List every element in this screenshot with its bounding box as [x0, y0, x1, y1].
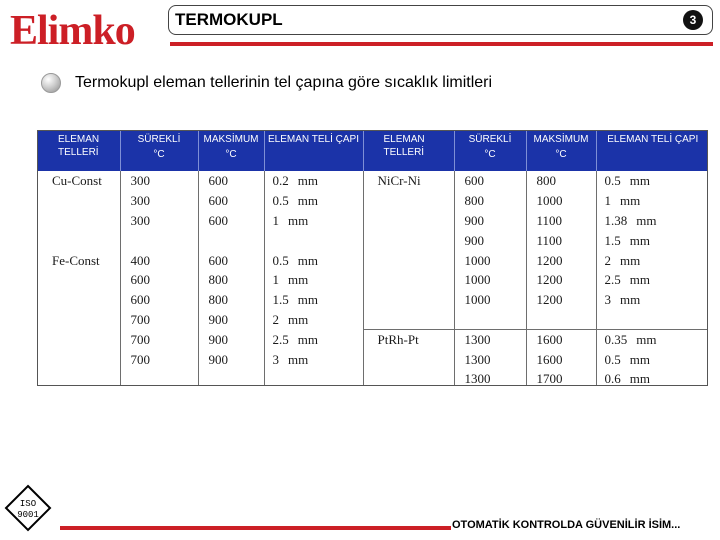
- col-header-continuous-label: SÜREKLİ: [137, 134, 181, 145]
- col-header-unit-right: °C: [555, 149, 567, 160]
- cell-continuous: 600: [120, 290, 198, 310]
- diameter-value: 2.5: [604, 272, 621, 288]
- cell-maximum: 900: [198, 349, 264, 369]
- cell-diameter: [264, 171, 363, 191]
- cell-continuous-right: 1000: [454, 290, 526, 310]
- diameter-value: 3: [272, 351, 279, 367]
- diameter-value: 1: [604, 193, 611, 209]
- diameter-value: 0.6: [604, 371, 621, 386]
- cell-maximum-right: 1100: [526, 211, 596, 231]
- elimko-logo: [8, 6, 160, 50]
- col-header-diameter-right: ELEMAN TELİ ÇAPI: [596, 131, 708, 171]
- cell-element-right: [363, 230, 454, 250]
- diameter-unit: mm: [288, 272, 309, 288]
- iso-badge-label: [14, 499, 42, 521]
- footer-tagline: OTOMATİK KONTROLDA GÜVENİLİR İSİM...: [452, 519, 681, 531]
- cell-element-right: [363, 211, 454, 231]
- cell-continuous: [120, 369, 198, 386]
- page-number-badge: 3: [683, 10, 703, 30]
- col-header-continuous: [120, 131, 198, 171]
- diameter-unit: mm: [629, 371, 650, 386]
- diameter-value: 0.5: [272, 193, 289, 209]
- diameter-value: 1.5: [272, 292, 289, 308]
- cell-continuous-right: 1000: [454, 250, 526, 270]
- thermocouple-limits-table: [37, 130, 708, 386]
- cell-diameter: [264, 191, 363, 211]
- cell-element: [38, 290, 120, 310]
- diameter-value: 1.38: [604, 212, 628, 228]
- col-header-element-right: ELEMAN TELLERİ: [363, 131, 454, 171]
- cell-diameter: [264, 310, 363, 330]
- cell-element-right: NiCr-Ni: [363, 171, 454, 191]
- table-row: [38, 191, 708, 211]
- col-header-unit-right: °C: [484, 149, 496, 160]
- cell-element-right: [363, 191, 454, 211]
- cell-maximum-right: 1200: [526, 290, 596, 310]
- col-header-unit: °C: [153, 149, 165, 160]
- diameter-value: 2: [604, 252, 611, 268]
- cell-element-right: [363, 369, 454, 386]
- cell-continuous-right: 1300: [454, 349, 526, 369]
- diameter-value: 0.5: [604, 351, 621, 367]
- iso-label-line-2: 9001: [17, 510, 39, 520]
- diameter-value: 0.35: [604, 332, 628, 348]
- cell-continuous: 700: [120, 329, 198, 349]
- diameter-unit: mm: [629, 173, 650, 189]
- cell-continuous: 300: [120, 191, 198, 211]
- cell-element-right: [363, 290, 454, 310]
- page-title: TERMOKUPL: [175, 10, 283, 29]
- cell-continuous-right: 900: [454, 211, 526, 231]
- col-header-maximum-label-right: MAKSİMUM: [533, 134, 589, 145]
- diameter-unit: mm: [288, 311, 309, 327]
- table-row: [38, 211, 708, 231]
- cell-continuous: 600: [120, 270, 198, 290]
- diameter-unit: mm: [297, 193, 318, 209]
- col-header-continuous-label-right: SÜREKLİ: [468, 134, 512, 145]
- diameter-value: 1.5: [604, 232, 621, 248]
- cell-element: [38, 329, 120, 349]
- cell-diameter-right: [596, 270, 708, 290]
- title-underline: [170, 42, 713, 46]
- diameter-unit: mm: [629, 272, 650, 288]
- cell-continuous-right: 1000: [454, 270, 526, 290]
- cell-maximum: 600: [198, 171, 264, 191]
- cell-maximum: 800: [198, 270, 264, 290]
- cell-diameter: [264, 290, 363, 310]
- cell-diameter-right: [596, 290, 708, 310]
- diameter-unit: mm: [620, 193, 641, 209]
- diameter-value: 0.5: [604, 173, 621, 189]
- cell-diameter: [264, 329, 363, 349]
- cell-diameter: [264, 230, 363, 250]
- table-row: [38, 310, 708, 330]
- cell-element-right: [363, 349, 454, 369]
- cell-diameter-right: [596, 329, 708, 349]
- iso-label-line-1: ISO: [19, 499, 37, 509]
- cell-maximum: 600: [198, 250, 264, 270]
- cell-continuous: 700: [120, 310, 198, 330]
- diameter-value: 0.5: [272, 252, 289, 268]
- section-heading: Termokupl eleman tellerinin tel çapına göre sıcaklık limitleri: [75, 74, 493, 91]
- table-row: [38, 270, 708, 290]
- cell-element: Cu-Const: [38, 171, 120, 191]
- table-row: [38, 171, 708, 191]
- cell-continuous-right: [454, 310, 526, 330]
- diameter-unit: mm: [297, 252, 318, 268]
- col-header-maximum: [198, 131, 264, 171]
- cell-maximum-right: 1600: [526, 329, 596, 349]
- cell-element: [38, 230, 120, 250]
- col-header-diameter: ELEMAN TELİ ÇAPI: [264, 131, 363, 171]
- cell-continuous: 300: [120, 171, 198, 191]
- table-header-row: [38, 131, 708, 171]
- diameter-unit: mm: [636, 332, 657, 348]
- cell-maximum: [198, 369, 264, 386]
- col-header-element: ELEMAN TELLERİ: [38, 131, 120, 171]
- cell-maximum: 600: [198, 191, 264, 211]
- cell-continuous-right: 900: [454, 230, 526, 250]
- cell-element: Fe-Const: [38, 250, 120, 270]
- cell-element: [38, 270, 120, 290]
- logo-text: Elimko: [10, 8, 135, 50]
- cell-maximum-right: 1100: [526, 230, 596, 250]
- cell-continuous-right: 1300: [454, 369, 526, 386]
- cell-element: [38, 369, 120, 386]
- cell-diameter-right: [596, 250, 708, 270]
- table-row: [38, 230, 708, 250]
- table-row: [38, 250, 708, 270]
- diameter-unit: mm: [288, 212, 309, 228]
- cell-maximum: 600: [198, 211, 264, 231]
- diameter-unit: mm: [636, 212, 657, 228]
- cell-maximum: 800: [198, 290, 264, 310]
- diameter-unit: mm: [629, 351, 650, 367]
- cell-diameter-right: [596, 310, 708, 330]
- cell-diameter-right: [596, 211, 708, 231]
- cell-element-right: [363, 250, 454, 270]
- cell-element-right: [363, 270, 454, 290]
- cell-maximum: [198, 230, 264, 250]
- diameter-value: 2: [272, 311, 279, 327]
- col-header-unit: °C: [225, 149, 237, 160]
- cell-diameter: [264, 211, 363, 231]
- diameter-unit: mm: [288, 351, 309, 367]
- table-row: [38, 369, 708, 386]
- diameter-value: 3: [604, 292, 611, 308]
- col-header-maximum-right: [526, 131, 596, 171]
- cell-diameter-right: [596, 349, 708, 369]
- cell-diameter-right: [596, 369, 708, 386]
- footer-rule: [60, 526, 451, 530]
- cell-maximum-right: 1200: [526, 250, 596, 270]
- cell-element: [38, 349, 120, 369]
- cell-maximum-right: 800: [526, 171, 596, 191]
- cell-element: [38, 191, 120, 211]
- diameter-unit: mm: [297, 173, 318, 189]
- table-row: [38, 349, 708, 369]
- diameter-unit: mm: [620, 292, 641, 308]
- diameter-unit: mm: [629, 232, 650, 248]
- cell-continuous-right: 1300: [454, 329, 526, 349]
- cell-diameter: [264, 369, 363, 386]
- cell-continuous-right: 800: [454, 191, 526, 211]
- cell-continuous-right: 600: [454, 171, 526, 191]
- cell-continuous: 700: [120, 349, 198, 369]
- diameter-unit: mm: [297, 292, 318, 308]
- diameter-value: 1: [272, 272, 279, 288]
- diameter-unit: mm: [297, 331, 318, 347]
- table-row: [38, 290, 708, 310]
- diameter-value: 1: [272, 212, 279, 228]
- cell-diameter: [264, 349, 363, 369]
- cell-diameter-right: [596, 230, 708, 250]
- cell-diameter-right: [596, 191, 708, 211]
- cell-diameter: [264, 270, 363, 290]
- title-bar: [168, 5, 713, 35]
- cell-maximum: 900: [198, 329, 264, 349]
- diameter-value: 2.5: [272, 331, 289, 347]
- cell-maximum: 900: [198, 310, 264, 330]
- cell-diameter-right: [596, 171, 708, 191]
- cell-maximum-right: 1700: [526, 369, 596, 386]
- table-row: [38, 329, 708, 349]
- cell-maximum-right: [526, 310, 596, 330]
- cell-element: [38, 211, 120, 231]
- bullet-icon: [41, 73, 61, 93]
- cell-element-right: PtRh-Pt: [363, 329, 454, 349]
- cell-diameter: [264, 250, 363, 270]
- col-header-maximum-label: MAKSİMUM: [203, 134, 259, 145]
- cell-continuous: 300: [120, 211, 198, 231]
- cell-element: [38, 310, 120, 330]
- diameter-value: 0.2: [272, 173, 289, 189]
- cell-maximum-right: 1600: [526, 349, 596, 369]
- col-header-continuous-right: [454, 131, 526, 171]
- cell-continuous: 400: [120, 250, 198, 270]
- cell-maximum-right: 1000: [526, 191, 596, 211]
- diameter-unit: mm: [620, 252, 641, 268]
- cell-maximum-right: 1200: [526, 270, 596, 290]
- cell-continuous: [120, 230, 198, 250]
- cell-element-right: [363, 310, 454, 330]
